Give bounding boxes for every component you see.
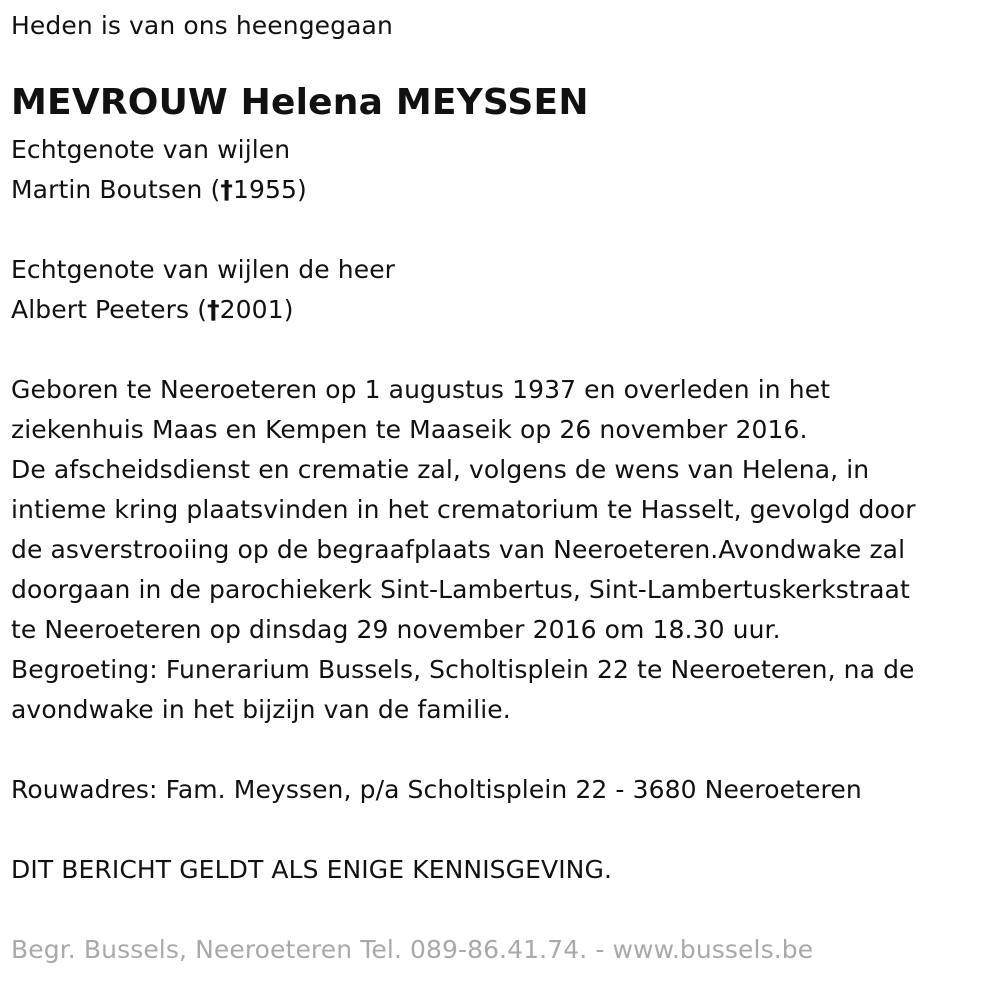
body-line: avondwake in het bijzijn van de familie. xyxy=(11,695,511,724)
spacer xyxy=(11,730,1000,770)
notice-statement: DIT BERICHT GELDT ALS ENIGE KENNISGEVING. xyxy=(11,855,612,884)
spouse1-name-line xyxy=(11,170,1000,210)
spacer xyxy=(11,890,1000,930)
spacer xyxy=(11,810,1000,850)
mourning-address: Rouwadres: Fam. Meyssen, p/a Scholtisplein 22 - 3680 Neeroeteren xyxy=(11,775,862,804)
spouse2-year: 2001) xyxy=(219,295,294,324)
spouse1-year: 1955) xyxy=(232,175,307,204)
body-line: ziekenhuis Maas en Kempen te Maaseik op 26 november 2016. xyxy=(11,415,808,444)
body-line: doorgaan in de parochiekerk Sint-Lambertus, Sint-Lambertuskerkstraat xyxy=(11,575,910,604)
body-line: De afscheidsdienst en crematie zal, volgens de wens van Helena, in xyxy=(11,455,870,484)
body-line: Begroeting: Funerarium Bussels, Scholtisplein 22 te Neeroeteren, na de xyxy=(11,655,915,684)
body-paragraph xyxy=(11,370,1000,730)
body-line: de asverstrooiing op de begraafplaats van Neeroeteren.Avondwake zal xyxy=(11,535,906,564)
spouse2-title: Echtgenote van wijlen de heer xyxy=(11,255,396,284)
spacer xyxy=(11,210,1000,250)
spouse2-name-line xyxy=(11,290,1000,330)
body-line: intieme kring plaatsvinden in het crematorium te Hasselt, gevolgd door xyxy=(11,495,916,524)
intro-text: Heden is van ons heengegaan xyxy=(11,11,393,40)
spouse1-name: Martin Boutsen ( xyxy=(11,175,221,204)
spacer xyxy=(11,330,1000,370)
body-line: Geboren te Neeroeteren op 1 augustus 1937 en overleden in het xyxy=(11,375,831,404)
cross-icon: † xyxy=(207,295,220,324)
body-line: te Neeroeteren op dinsdag 29 november 2016 om 18.30 uur. xyxy=(11,615,781,644)
spouse1-title: Echtgenote van wijlen xyxy=(11,135,291,164)
deceased-name: MEVROUW Helena MEYSSEN xyxy=(11,82,589,123)
funeral-home-footer: Begr. Bussels, Neeroeteren Tel. 089-86.41.74. - www.bussels.be xyxy=(11,935,814,964)
spouse2-name: Albert Peeters ( xyxy=(11,295,208,324)
cross-icon: † xyxy=(220,175,233,204)
